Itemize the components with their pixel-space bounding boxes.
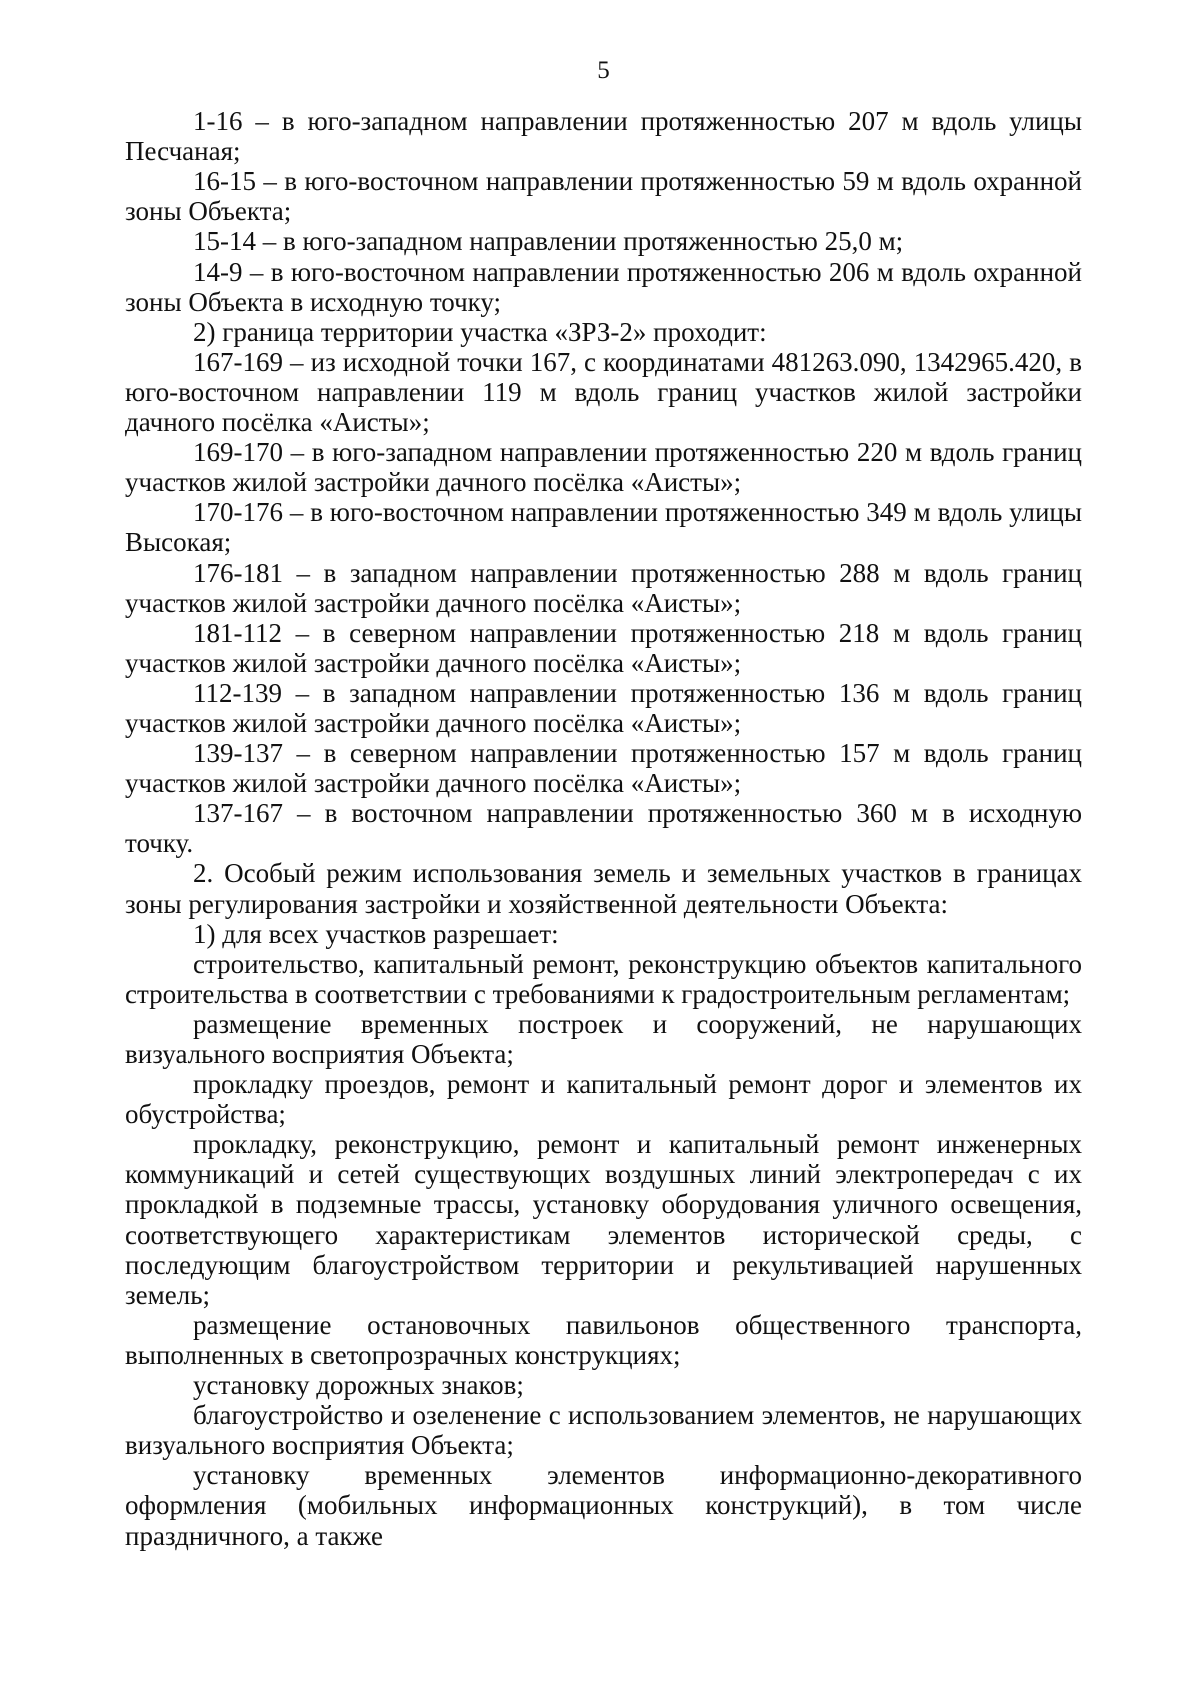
paragraph-7: 169-170 – в юго-западном направлении протяженностью 220 м вдоль границ участков жилой застройки дачного посёлка «Аисты»;	[125, 437, 1082, 498]
paragraph-21: установку дорожных знаков;	[193, 1370, 524, 1401]
paragraph-3: 15-14 – в юго-западном направлении протяженностью 25,0 м;	[193, 226, 904, 257]
paragraph-2: 16-15 – в юго-восточном направлении протяженностью 59 м вдоль охранной зоны Объекта;	[125, 166, 1082, 227]
paragraph-1: 1-16 – в юго-западном направлении протяженностью 207 м вдоль улицы Песчаная;	[125, 106, 1082, 167]
paragraph-19: прокладку, реконструкцию, ремонт и капитальный ремонт инженерных коммуникаций и сетей существующих воздушных линий электропередач с их прокладкой в подземные трассы, установку оборудования уличного освещения, соответствующего характеристикам элементов исторической среды, с последующим благоустройством территории и рекультивацией нарушенных земель;	[125, 1129, 1082, 1310]
paragraph-15: 1) для всех участков разрешает:	[193, 918, 559, 949]
paragraph-9: 176-181 – в западном направлении протяженностью 288 м вдоль границ участков жилой застройки дачного посёлка «Аисты»;	[125, 557, 1082, 618]
paragraph-18: прокладку проездов, ремонт и капитальный ремонт дорог и элементов их обустройства;	[125, 1069, 1082, 1130]
paragraph-17: размещение временных построек и сооружений, не нарушающих визуального восприятия Объекта;	[125, 1008, 1082, 1069]
paragraph-5: 2) граница территории участка «ЗРЗ-2» проходит:	[193, 316, 767, 347]
paragraph-13: 137-167 – в восточном направлении протяженностью 360 м в исходную точку.	[125, 798, 1082, 859]
paragraph-10: 181-112 – в северном направлении протяженностью 218 м вдоль границ участков жилой застройки дачного посёлка «Аисты»;	[125, 617, 1082, 678]
paragraph-23: установку временных элементов информационно-декоративного оформления (мобильных информационных конструкций), в том числе праздничного, а также	[125, 1460, 1082, 1551]
paragraph-14: 2. Особый режим использования земель и земельных участков в границах зоны регулирования застройки и хозяйственной деятельности Объекта:	[125, 858, 1082, 919]
paragraph-8: 170-176 – в юго-восточном направлении протяженностью 349 м вдоль улицы Высокая;	[125, 497, 1082, 558]
paragraph-6: 167-169 – из исходной точки 167, с координатами 481263.090, 1342965.420, в юго-восточном направлении 119 м вдоль границ участков жилой застройки дачного посёлка «Аисты»;	[125, 346, 1082, 438]
paragraph-16: строительство, капитальный ремонт, реконструкцию объектов капитального строительства в соответствии с требованиями к градостроительным регламентам;	[125, 948, 1082, 1009]
paragraph-20: размещение остановочных павильонов общественного транспорта, выполненных в светопрозрачных конструкциях;	[125, 1309, 1082, 1370]
paragraph-22: благоустройство и озеленение с использованием элементов, не нарушающих визуального восприятия Объекта;	[125, 1400, 1082, 1461]
paragraph-4: 14-9 – в юго-восточном направлении протяженностью 206 м вдоль охранной зоны Объекта в исходную точку;	[125, 256, 1082, 317]
page-number: 5	[597, 57, 610, 84]
paragraph-11: 112-139 – в западном направлении протяженностью 136 м вдоль границ участков жилой застройки дачного посёлка «Аисты»;	[125, 677, 1082, 738]
paragraph-12: 139-137 – в северном направлении протяженностью 157 м вдоль границ участков жилой застройки дачного посёлка «Аисты»;	[125, 738, 1082, 799]
